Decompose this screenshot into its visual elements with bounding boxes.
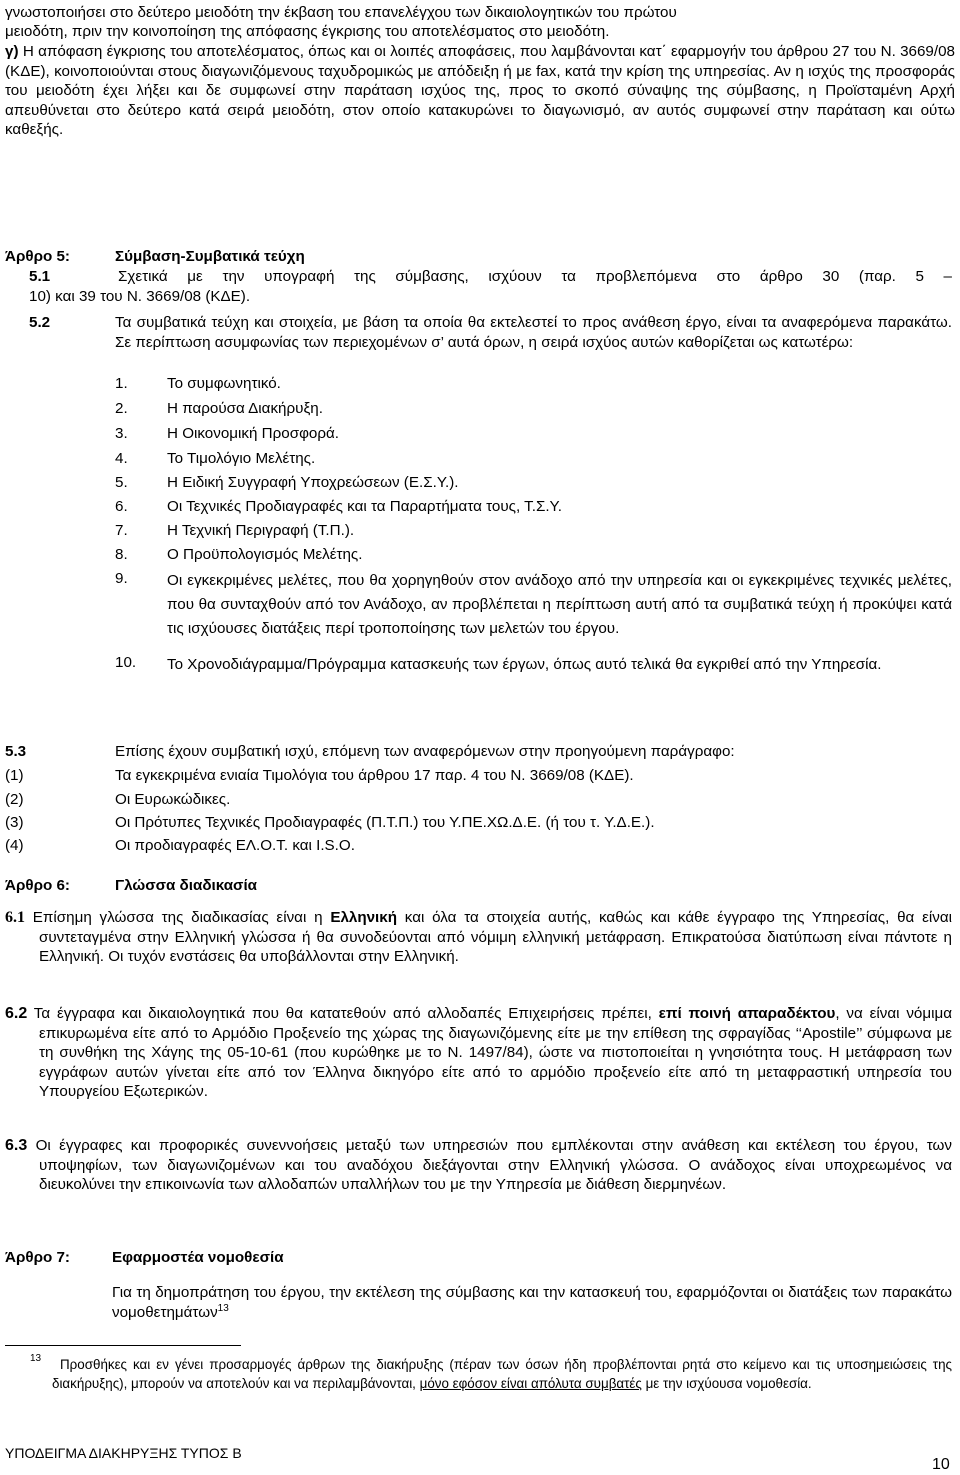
article-7-text <box>112 1283 952 1322</box>
article-7-label: Άρθρο 7: <box>5 1249 70 1266</box>
section-5-1-number: 5.1 <box>29 268 51 285</box>
article-7-text-body: Για τη δημοπράτηση του έργου, την εκτέλεση της σύμβασης και την κατασκευή του, εφαρμόζονται οι διατάξεις των παρακάτω νομοθετημάτων <box>112 1284 952 1321</box>
footnote-text-b: με την ισχύουσα νομοθεσία. <box>641 1376 812 1391</box>
footnote-number: 13 <box>30 1353 42 1364</box>
article-6-label: Άρθρο 6: <box>5 877 70 894</box>
footnote-text <box>52 1355 952 1393</box>
list-item-number: 4. <box>115 450 128 467</box>
section-6-2-number: 6.2 <box>5 1005 28 1022</box>
section-5-2-text: Τα συμβατικά τεύχη και στοιχεία, με βάση τα οποία θα εκτελεστεί το προς ανάθεση έργο, είναι τα αναφερόμενα παρακάτω. Σε περίπτωση ασυμφωνίας των περιεχομένων σ’ αυτά όρων, η σειρά ισχύος αυτών καθορίζεται ως κατωτέρω: <box>115 314 952 351</box>
section-6-1-text-a: Επίσημη γλώσσα της διαδικασίας είναι η <box>25 909 331 926</box>
intro-line-1: γνωστοποιήσει στο δεύτερο μειοδότη την έκβαση του επανελέγχου των δικαιολογητικών του πρώτου <box>5 4 677 21</box>
footer-title: ΥΠΟΔΕΙΓΜΑ ΔΙΑΚΗΡΥΞΗΣ ΤΥΠΟΣ Β <box>5 1445 242 1461</box>
section-6-3-text: Οι έγγραφες και προφορικές συνεννοήσεις μεταξύ των υπηρεσιών που εμπλέκονται στην ανάθεση και εκτέλεση του έργου, των υποψηφίων, των διαγωνιζομένων και του αναδόχου διεξάγονται στην Ελληνική γλώσσα. Ο ανάδοχος είναι υποχρεωμένος να διευκολύνει την επικοινωνία των αλλοδαπών υπαλλήλων του με την Υπηρεσία με διάθεση διερμηνέων. <box>27 1137 952 1193</box>
list-item-number: 6. <box>115 498 128 515</box>
section-6-1-number: 6.1 <box>5 909 25 926</box>
sub-item-text: Οι Ευρωκώδικες. <box>115 791 231 808</box>
section-6-2-paragraph <box>5 1004 952 1102</box>
list-item-text: Το Τιμολόγιο Μελέτης. <box>167 450 316 467</box>
sub-item-number: (4) <box>5 837 24 854</box>
list-item-text: Οι Τεχνικές Προδιαγραφές και τα Παραρτήματα τους, Τ.Σ.Υ. <box>167 498 562 515</box>
section-6-1-text-b: και όλα τα στοιχεία αυτής, καθώς και κάθε έγγραφο της Υπηρεσίας, θα είναι συντεταγμένα στην Ελληνική γλώσσα ή θα συνοδεύονται από νόμιμη ελληνική μετάφραση. Επικρατούσα διατύπωση είναι πάντοτε η Ελληνική. Οι τυχόν ενστάσεις θα υποβάλλονται στην Ελληνική. <box>39 909 952 965</box>
article-5-title: Σύμβαση-Συμβατικά τεύχη <box>115 248 305 265</box>
list-item-text: Η Τεχνική Περιγραφή (Τ.Π.). <box>167 522 355 539</box>
list-item-text: Οι εγκεκριμένες μελέτες, που θα χορηγηθούν στον ανάδοχο από την υπηρεσία και οι εγκεκριμένες τεχνικές μελέτες, που θα συνταχθούν από τον Ανάδοχο, αν προβλέπεται η περίπτωση αυτή από τα συμβατικά τεύχη ή προκύψει κατά τις ισχύουσες διατάξεις περί τροποποίησης των μελετών του έργου. <box>167 572 952 637</box>
section-5-1-line-1: Σχετικά με την υπογραφή της σύμβασης, ισχύουν τα προβλεπόμενα στο άρθρο 30 (παρ. 5 – <box>118 268 952 285</box>
list-item-number: 10. <box>115 654 137 671</box>
sub-item-number: (3) <box>5 814 24 831</box>
list-item-number: 9. <box>115 570 128 587</box>
section-5-2-number: 5.2 <box>29 314 51 331</box>
sub-item-number: (2) <box>5 791 24 808</box>
list-item-number: 7. <box>115 522 128 539</box>
footnote-underlined: μόνο εφόσον είναι απόλυτα συμβατές <box>419 1376 642 1391</box>
list-item-text: Η παρούσα Διακήρυξη. <box>167 400 323 417</box>
sub-item-text: Οι Πρότυπες Τεχνικές Προδιαγραφές (Π.Τ.Π.) του Υ.ΠΕ.ΧΩ.Δ.Ε. (ή του τ. Υ.Δ.Ε.). <box>115 814 655 831</box>
section-6-3-paragraph <box>5 1136 952 1195</box>
article-6-title: Γλώσσα διαδικασία <box>115 877 257 894</box>
list-item-number: 8. <box>115 546 128 563</box>
intro-paragraph-g <box>5 42 955 140</box>
paragraph-label-g: γ) <box>5 43 19 60</box>
list-item-number: 3. <box>115 425 128 442</box>
list-item-number: 2. <box>115 400 128 417</box>
footnote-separator <box>5 1345 241 1346</box>
article-5-label: Άρθρο 5: <box>5 248 70 265</box>
list-item-text: Η Ειδική Συγγραφή Υποχρεώσεων (Ε.Σ.Υ.). <box>167 474 459 491</box>
section-6-2-text-b: , να είναι νόμιμα επικυρωμένα είτε από το Αρμόδιο Προξενείο της χώρας της διαγωνιζόμενης είτε με την επίθεση της σφραγίδας ‘‘Apostile’’ σύμφωνα με τη συνθήκη της Χάγης της 05-10-61 (που κυρώθηκε με το Ν. 1497/84), ώστε να πιστοποιείται η γνησιότητα τους. Η μετάφραση των εγγράφων αυτών γίνεται είτε από τον Έλληνα δικηγόρο είτε από το αρμόδιο προξενείο είτε από τη μεταφραστική υπηρεσία του Υπουργείου Εξωτερικών. <box>39 1005 953 1100</box>
section-5-1-line-2: 10) και 39 του Ν. 3669/08 (ΚΔΕ). <box>29 288 251 305</box>
intro-line-2: μειοδότη, πριν την κοινοποίηση της απόφασης έγκρισης του αποτελέσματος στο μειοδότη. <box>5 23 610 40</box>
list-item-text: Το Χρονοδιάγραμμα/Πρόγραμμα κατασκευής των έργων, όπως αυτό τελικά θα εγκριθεί από την Υπηρεσία. <box>167 656 882 673</box>
section-6-3-number: 6.3 <box>5 1137 28 1154</box>
paragraph-g-text-a: Η απόφαση έγκρισης του αποτελέσματος, όπως και οι λοιπές αποφάσεις, που λαμβάνονται κατ΄ εφαρμογήν του άρθρου 27 του Ν. 3669/08 (ΚΔΕ), κοινοποιούνται στους διαγωνιζόμενους ταχυδρομικώς με απόδειξη ή με fax, κατά την κρίση της υπηρεσίας. <box>5 43 955 80</box>
article-7-title: Εφαρμοστέα νομοθεσία <box>112 1249 284 1266</box>
list-item-text: Το συμφωνητικό. <box>167 375 281 392</box>
section-6-1-paragraph <box>5 908 952 967</box>
footnote-text-a: Προσθήκες και εν γένει προσαρμογές άρθρων της διακήρυξης (πέραν των όσων ήδη προβλέπονται ρητά στο κείμενο και τις υποσημειώσεις της διακήρυξης), μπορούν να αποτελούν και να περιλαμβάνονται, <box>52 1357 952 1391</box>
list-item-number: 1. <box>115 375 128 392</box>
page-number: 10 <box>932 1456 950 1473</box>
sub-item-text: Οι προδιαγραφές ΕΛ.Ο.Τ. και I.S.O. <box>115 837 355 854</box>
sub-item-text: Τα εγκεκριμένα ενιαία Τιμολόγια του άρθρου 17 παρ. 4 του Ν. 3669/08 (ΚΔΕ). <box>115 767 634 784</box>
section-6-2-bold: επί ποινή απαραδέκτου <box>658 1005 836 1022</box>
list-item-text: Ο Προϋπολογισμός Μελέτης. <box>167 546 363 563</box>
section-5-3-text: Επίσης έχουν συμβατική ισχύ, επόμενη των αναφερόμενων στην προηγούμενη παράγραφο: <box>115 743 735 760</box>
section-5-3-number: 5.3 <box>5 743 27 760</box>
list-item-text: Η Οικονομική Προσφορά. <box>167 425 340 442</box>
section-6-1-bold: Ελληνική <box>330 909 398 926</box>
sub-item-number: (1) <box>5 767 24 784</box>
paragraph-g-text-b: Αν η ισχύς της προσφοράς του μειοδότη έχει λήξει και δε συμφωνεί στην παράταση ισχύος της, προς το σκοπό σύναψης της σύμβασης, η Προϊσταμένη Αρχή απευθύνεται στο δεύτερο κατά σειρά μειοδότη, στον οποίο κατακυρώνει το διαγωνισμό, αν αυτός συμφωνεί στην παράταση και ούτω καθεξής. <box>5 62 955 138</box>
list-item-number: 5. <box>115 474 128 491</box>
footnote-ref-13[interactable]: 13 <box>217 1302 229 1314</box>
section-6-2-text-a: Τα έγγραφα και δικαιολογητικά που θα κατατεθούν από αλλοδαπές Επιχειρήσεις πρέπει, <box>27 1005 659 1022</box>
